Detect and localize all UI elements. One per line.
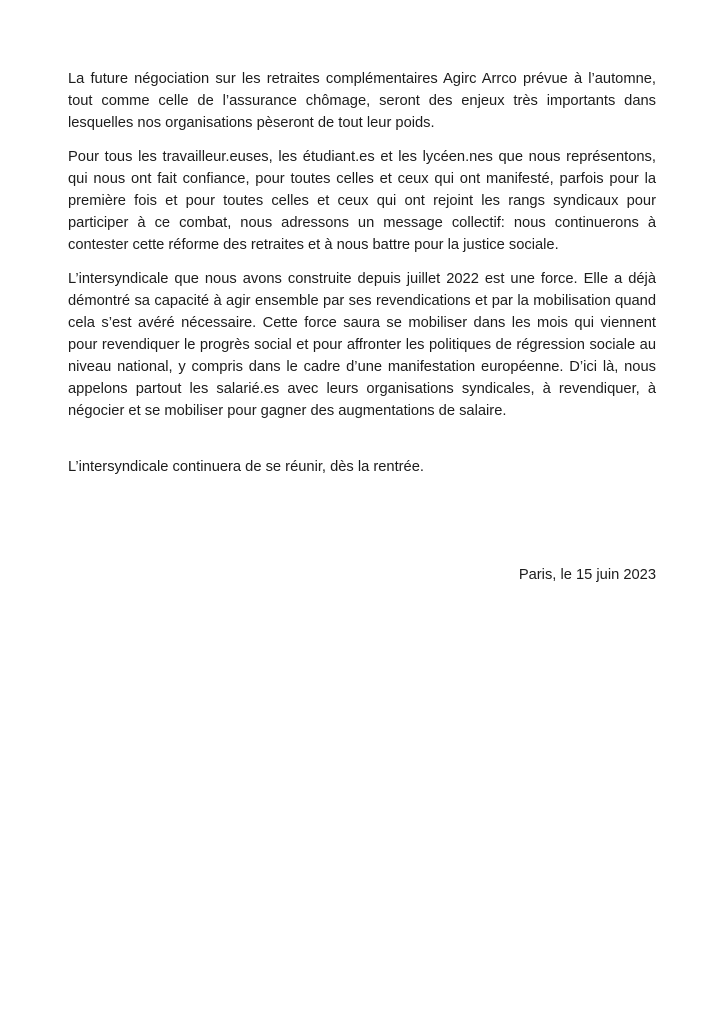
dateline: Paris, le 15 juin 2023 bbox=[518, 567, 656, 583]
paragraph-negociation-agirc-arrco: La future négociation sur les retraites complémentaires Agirc Arrco prévue à l’automne, tout comme celle de l’assurance chômage, seront des enjeux très importants dans lesquelles nos organisations pèseront de tout leur poids. bbox=[68, 71, 656, 131]
paragraph-message-collectif: Pour tous les travailleur.euses, les étudiant.es et les lycéen.nes que nous représentons, qui nous ont fait confiance, pour toutes celles et ceux qui ont manifesté, parfois pour la première fois et pour toutes celles et ceux qui ont rejoint les rangs syndicaux pour participer à ce combat, nous adressons un message collectif: nous continuerons à contester cette réforme des retraites et à nous battre pour la justice sociale. bbox=[68, 149, 656, 253]
paragraph-intersyndicale-force: L’intersyndicale que nous avons construite depuis juillet 2022 est une force. Elle a déjà démontré sa capacité à agir ensemble par ses revendications et par la mobilisation quand cela s’est avéré nécessaire. Cette force saura se mobiliser dans les mois qui viennent pour revendiquer le progrès social et pour affronter les politiques de régression sociale au niveau national, y compris dans le cadre d’une manifestation européenne. D’ici là, nous appelons partout les salarié.es avec leurs organisations syndicales, à revendiquer, à négocier et se mobiliser pour gagner des augmentations de salaire. bbox=[68, 271, 656, 419]
paragraph-closing-line: L’intersyndicale continuera de se réunir, dès la rentrée. bbox=[68, 459, 424, 475]
